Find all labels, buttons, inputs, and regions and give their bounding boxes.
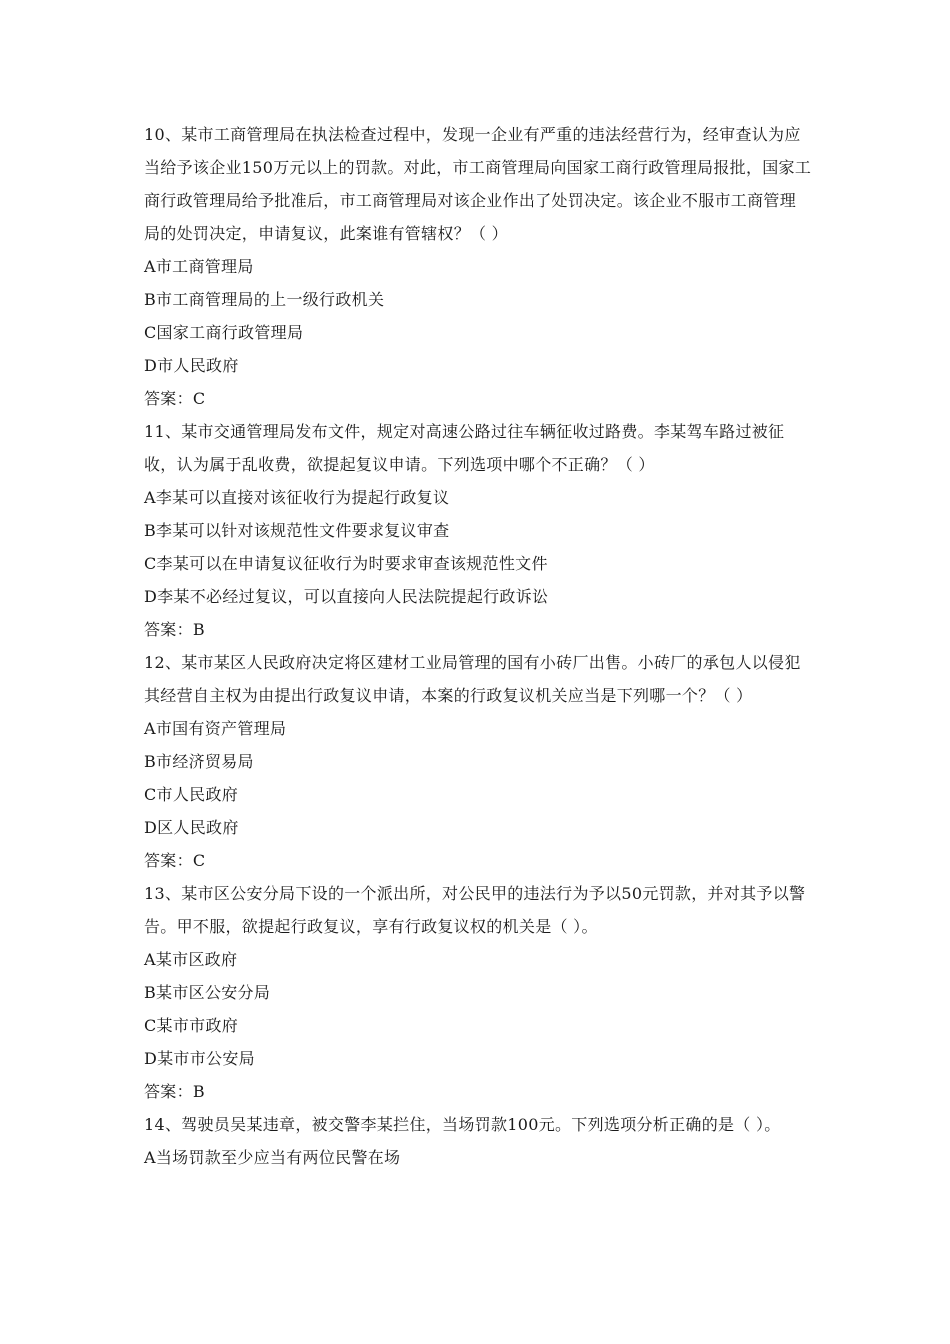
option-d: D某市市公安局 [144,1049,255,1068]
question-14 [144,1108,812,1174]
answer: 答案：B [144,1082,205,1101]
question-list [144,118,812,1174]
option-a: A市国有资产管理局 [144,719,287,738]
question-stem: 12、某市某区人民政府决定将区建材工业局管理的国有小砖厂出售。小砖厂的承包人以侵犯其经营自主权为由提出行政复议申请，本案的行政复议机关应当是下列哪一个？（ ） [144,653,801,705]
option-c: C李某可以在申请复议征收行为时要求审查该规范性文件 [144,554,548,573]
option-b: B某市区公安分局 [144,983,271,1002]
question-stem: 13、某市区公安分局下设的一个派出所，对公民甲的违法行为予以50元罚款，并对其予以警告。甲不服，欲提起行政复议，享有行政复议权的机关是（ ）。 [144,884,806,936]
option-a: A某市区政府 [144,950,238,969]
answer: 答案：C [144,389,206,408]
option-d: D区人民政府 [144,818,239,837]
question-12 [144,646,812,877]
question-11 [144,415,812,646]
option-b: B市工商管理局的上一级行政机关 [144,290,385,309]
option-c: C市人民政府 [144,785,239,804]
option-b: B李某可以针对该规范性文件要求复议审查 [144,521,450,540]
question-10 [144,118,812,415]
answer: 答案：C [144,851,206,870]
option-a: A李某可以直接对该征收行为提起行政复议 [144,488,450,507]
question-stem: 10、某市工商管理局在执法检查过程中，发现一企业有严重的违法经营行为，经审查认为应当给予该企业150万元以上的罚款。对此，市工商管理局向国家工商行政管理局报批，国家工商行政管理局给予批准后，市工商管理局对该企业作出了处罚决定。该企业不服市工商管理局的处罚决定，申请复议，此案谁有管辖权？（ ） [144,125,812,243]
question-stem: 14、驾驶员吴某违章，被交警李某拦住，当场罚款100元。下列选项分析正确的是（ ）。 [144,1115,781,1134]
option-d: D市人民政府 [144,356,239,375]
option-d: D李某不必经过复议，可以直接向人民法院提起行政诉讼 [144,587,549,606]
option-c: C某市市政府 [144,1016,239,1035]
question-stem: 11、某市交通管理局发布文件，规定对高速公路过往车辆征收过路费。李某驾车路过被征收，认为属于乱收费，欲提起复议申请。下列选项中哪个不正确？（ ） [144,422,785,474]
question-13 [144,877,812,1108]
option-a: A当场罚款至少应当有两位民警在场 [144,1148,401,1167]
option-b: B市经济贸易局 [144,752,254,771]
answer: 答案：B [144,620,205,639]
option-a: A市工商管理局 [144,257,254,276]
option-c: C国家工商行政管理局 [144,323,304,342]
